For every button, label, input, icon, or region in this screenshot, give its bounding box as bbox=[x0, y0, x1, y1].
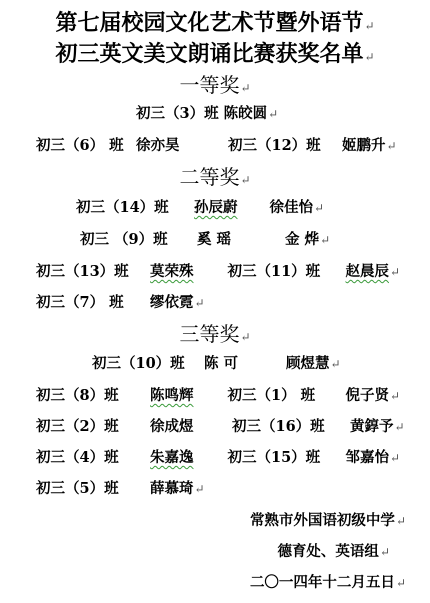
winner-name: 黄錞予 bbox=[350, 418, 394, 435]
third-prize-row-4 bbox=[36, 446, 400, 467]
title-line-1: 第七届校园文化艺术节暨外语节↵ bbox=[55, 10, 375, 36]
paragraph-mark: ↵ bbox=[390, 451, 401, 465]
class-label: 初三（1） 班 bbox=[227, 387, 316, 404]
paragraph-mark: ↵ bbox=[194, 482, 205, 496]
title-line-2: 初三英文美文朗诵比赛获奖名单↵ bbox=[55, 41, 375, 67]
class-label: 初三（5）班 bbox=[36, 480, 119, 497]
first-prize-row-1 bbox=[136, 102, 278, 123]
winner-name: 赵晨辰 bbox=[345, 263, 389, 280]
first-prize-heading: 一等奖↵ bbox=[179, 73, 251, 97]
winner-name: 顾煜慧 bbox=[286, 355, 330, 372]
class-label: 初三（6） 班 bbox=[36, 137, 124, 154]
class-label: 初三（3）班 bbox=[136, 105, 219, 122]
second-prize-heading: 二等奖↵ bbox=[179, 165, 251, 189]
third-prize-row-2 bbox=[36, 384, 400, 405]
class-label: 初三（16）班 bbox=[232, 418, 325, 435]
winner-name: 孙辰蔚 bbox=[194, 199, 238, 216]
third-prize-row-3 bbox=[36, 415, 405, 436]
winner-name: 莫荣殊 bbox=[150, 263, 194, 280]
paragraph-mark: ↵ bbox=[194, 296, 205, 310]
winner-name: 缪依霓 bbox=[150, 294, 194, 311]
class-label: 初三（13）班 bbox=[36, 263, 129, 280]
paragraph-mark: ↵ bbox=[268, 107, 279, 121]
class-label: 初三（12）班 bbox=[228, 137, 321, 154]
class-label: 初三（10）班 bbox=[92, 355, 185, 372]
paragraph-mark: ↵ bbox=[390, 389, 401, 403]
paragraph-mark: ↵ bbox=[364, 50, 375, 64]
class-label: 初三（7） 班 bbox=[36, 294, 124, 311]
winner-name: 徐亦昊 bbox=[136, 137, 180, 154]
winner-name: 朱嘉逸 bbox=[150, 449, 194, 466]
winner-name: 姬鹏升 bbox=[342, 137, 386, 154]
winner-name: 薛慕琦 bbox=[150, 480, 194, 497]
winner-name: 邹嘉怡 bbox=[345, 449, 389, 466]
paragraph-mark: ↵ bbox=[364, 19, 375, 33]
third-prize-row-5 bbox=[36, 477, 205, 498]
second-prize-row-2 bbox=[80, 228, 330, 249]
paragraph-mark: ↵ bbox=[390, 265, 401, 279]
winner-name: 奚 瑶 bbox=[197, 231, 232, 248]
school-name: 常熟市外国语初级中学↵ bbox=[249, 512, 406, 529]
winner-name: 徐佳怡 bbox=[269, 199, 313, 216]
winner-name: 陈鸣辉 bbox=[150, 387, 194, 404]
class-label: 初三（15）班 bbox=[227, 449, 321, 466]
paragraph-mark: ↵ bbox=[240, 330, 251, 344]
class-label: 初三（4）班 bbox=[36, 449, 119, 466]
third-prize-row-1 bbox=[92, 352, 341, 373]
paragraph-mark: ↵ bbox=[379, 545, 390, 559]
paragraph-mark: ↵ bbox=[314, 201, 325, 215]
class-label: 初三（8）班 bbox=[36, 387, 119, 404]
winner-name: 陈皎圆 bbox=[223, 105, 268, 122]
paragraph-mark: ↵ bbox=[320, 233, 331, 247]
issue-date: 二〇一四年十二月五日↵ bbox=[249, 574, 406, 591]
second-prize-row-3 bbox=[36, 260, 400, 281]
winner-name: 倪子贤 bbox=[345, 387, 389, 404]
paragraph-mark: ↵ bbox=[395, 514, 406, 528]
paragraph-mark: ↵ bbox=[240, 81, 251, 95]
winner-name: 陈 可 bbox=[204, 355, 239, 372]
paragraph-mark: ↵ bbox=[240, 173, 251, 187]
department-name: 德育处、英语组↵ bbox=[277, 543, 390, 560]
winner-name: 徐成煜 bbox=[150, 418, 194, 435]
paragraph-mark: ↵ bbox=[386, 139, 397, 153]
class-label: 初三（2）班 bbox=[36, 418, 119, 435]
second-prize-row-4 bbox=[36, 291, 205, 312]
second-prize-row-1 bbox=[76, 196, 324, 217]
winner-name: 金 烨 bbox=[285, 231, 320, 248]
paragraph-mark: ↵ bbox=[330, 357, 341, 371]
paragraph-mark: ↵ bbox=[395, 576, 406, 590]
class-label: 初三（14）班 bbox=[76, 199, 169, 216]
class-label: 初三 （9）班 bbox=[80, 231, 168, 248]
third-prize-heading: 三等奖↵ bbox=[179, 322, 251, 346]
class-label: 初三（11）班 bbox=[227, 263, 321, 280]
first-prize-row-2 bbox=[36, 134, 397, 155]
paragraph-mark: ↵ bbox=[394, 420, 405, 434]
